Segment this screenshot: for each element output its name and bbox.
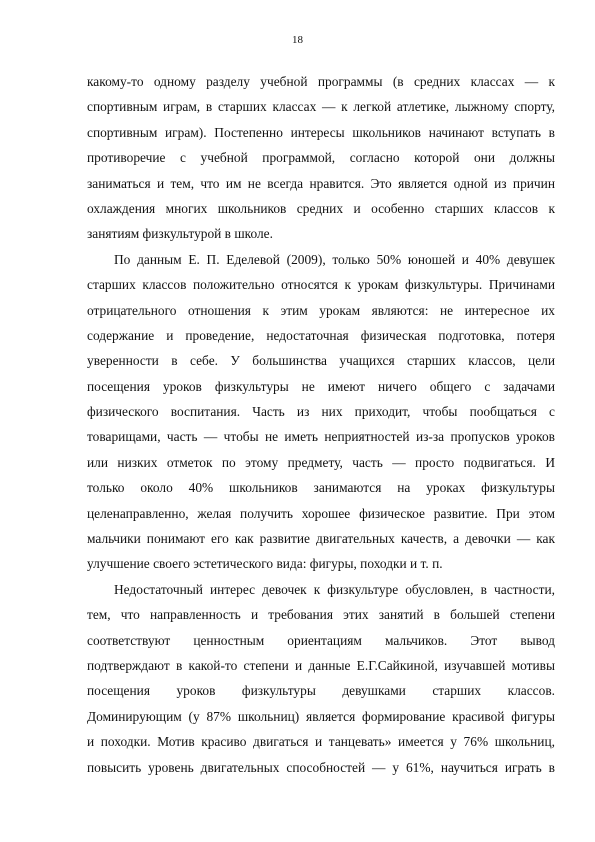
- paragraph-1: [87, 69, 555, 247]
- text-line: Недостаточный интерес девочек к физкультуре обусловлен, в частности,: [114, 581, 555, 597]
- text-line: спортивным играм, в старших классах — к легкой атлетике, лыжному спорту,: [87, 99, 555, 115]
- text-line: и походки. Мотив красиво двигаться и танцевать» имеется у 76% школьниц,: [87, 734, 555, 750]
- text-line: или низких отметок по этому предмету, часть — просто подвигаться. И: [87, 454, 555, 470]
- text-line: Доминирующим (у 87% школьниц) является формирование красивой фигуры: [87, 708, 555, 724]
- text-line: физического воспитания. Часть из них приходит, чтобы пообщаться с: [87, 404, 555, 420]
- text-line: тем, что направленность и требования этих занятий в большей степени: [87, 607, 555, 623]
- text-line: старших классов положительно относятся к урокам физкультуры. Причинами: [87, 277, 555, 293]
- text-line: улучшение своего эстетического вида: фигуры, походки и т. п.: [87, 556, 443, 572]
- paragraph-2: [87, 247, 555, 577]
- text-line: По данным Е. П. Еделевой (2009), только 50% юношей и 40% девушек: [114, 251, 555, 267]
- text-line: посещения уроков физкультуры не имеют ничего общего с задачами: [87, 378, 555, 394]
- text-line: мальчики понимают его как развитие двигательных качеств, а девочки — как: [87, 531, 555, 547]
- text-line: подтверждают в какой-то степени и данные Е.Г.Сайкиной, изучавшей мотивы: [87, 657, 555, 673]
- body-text: [87, 69, 555, 780]
- text-line: целенаправленно, желая получить хорошее физическое развитие. При этом: [87, 505, 555, 521]
- text-line: содержание и проведение, недостаточная физическая подготовка, потеря: [87, 327, 555, 343]
- text-line: посещения уроков физкультуры девушками старших классов.: [87, 683, 555, 699]
- text-line: товарищами, часть — чтобы не иметь неприятностей из-за пропусков уроков: [87, 429, 555, 445]
- text-line: уверенности в себе. У большинства учащихся старших классов, цели: [87, 353, 555, 369]
- page-number: 18: [292, 34, 303, 46]
- text-line: повысить уровень двигательных способностей — у 61%, научиться играть в: [87, 759, 555, 775]
- text-line: какому-то одному разделу учебной программы (в средних классах — к: [87, 74, 555, 89]
- text-line: соответствуют ценностным ориентациям мальчиков. Этот вывод: [87, 632, 555, 648]
- text-line: противоречие с учебной программой, согласно которой они должны: [87, 150, 555, 166]
- text-line: отрицательного отношения к этим урокам являются: не интересное их: [87, 302, 555, 318]
- text-line: охлаждения многих школьников средних и особенно старших классов к: [87, 200, 555, 216]
- text-line: заниматься и тем, что им не всегда нравится. Это является одной из причин: [87, 175, 555, 191]
- paragraph-3: [87, 577, 555, 780]
- text-line: только около 40% школьников занимаются на уроках физкультуры: [87, 480, 555, 496]
- text-line: занятиям физкультурой в школе.: [87, 226, 273, 242]
- text-line: спортивным играм). Постепенно интересы школьников начинают вступать в: [87, 124, 555, 140]
